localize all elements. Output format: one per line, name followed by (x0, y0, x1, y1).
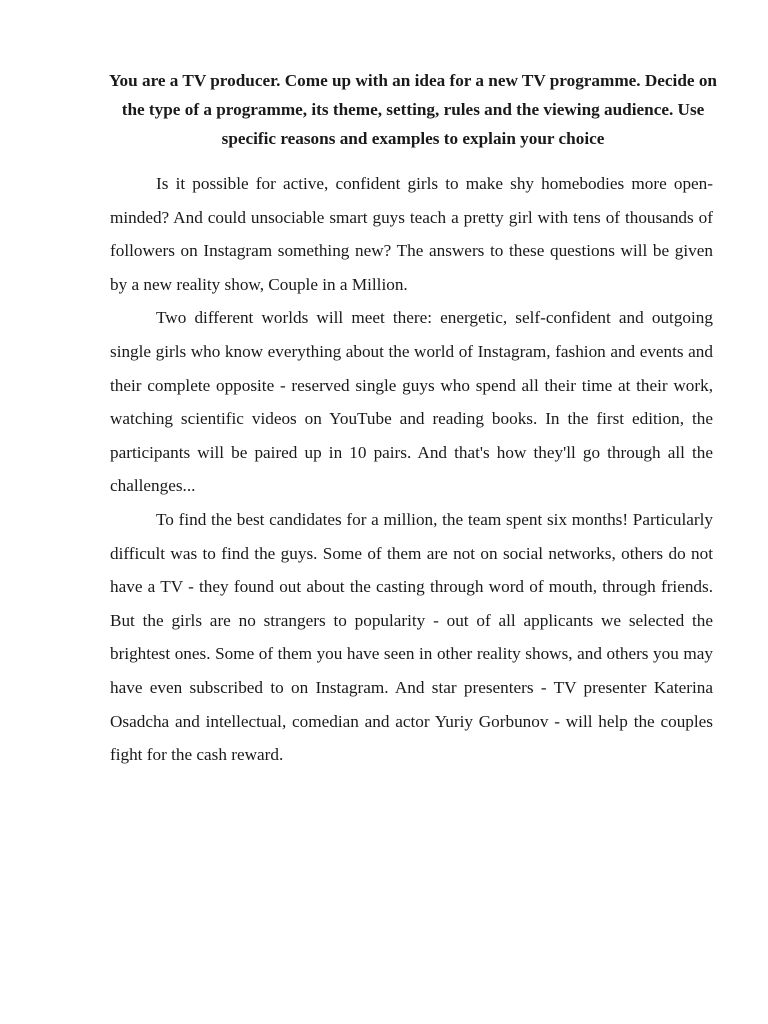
essay-body (110, 167, 713, 772)
paragraph-2: Two different worlds will meet there: energetic, self-confident and outgoing single girls who know everything about the world of Instagram, fashion and events and their complete opposite - reserved single guys who spend all their time at their work, watching scientific videos on YouTube and reading books. In the first edition, the participants will be paired up in 10 pairs. And that's how they'll go through all the challenges... (110, 308, 713, 496)
paragraph-3: To find the best candidates for a million, the team spent six months! Particularly difficult was to find the guys. Some of them are not on social networks, others do not have a TV - they found out about the casting through word of mouth, through friends. But the girls are no strangers to popularity - out of all applicants we selected the brightest ones. Some of them you have seen in other reality shows, and others you may have even subscribed to on Instagram. And star presenters - TV presenter Katerina Osadcha and intellectual, comedian and actor Yuriy Gorbunov - will help the couples fight for the cash reward. (110, 509, 713, 765)
task-prompt: You are a TV producer. Come up with an idea for a new TV programme. Decide on the type of a programme, its theme, setting, rules and the viewing audience. Use specific reasons and examples to explain your choice (109, 71, 717, 148)
paragraph-1: Is it possible for active, confident girls to make shy homebodies more open-minded? And could unsociable smart guys teach a pretty girl with tens of thousands of followers on Instagram something new? The answers to these questions will be given by a new reality show, Couple in a Million. (110, 174, 713, 294)
